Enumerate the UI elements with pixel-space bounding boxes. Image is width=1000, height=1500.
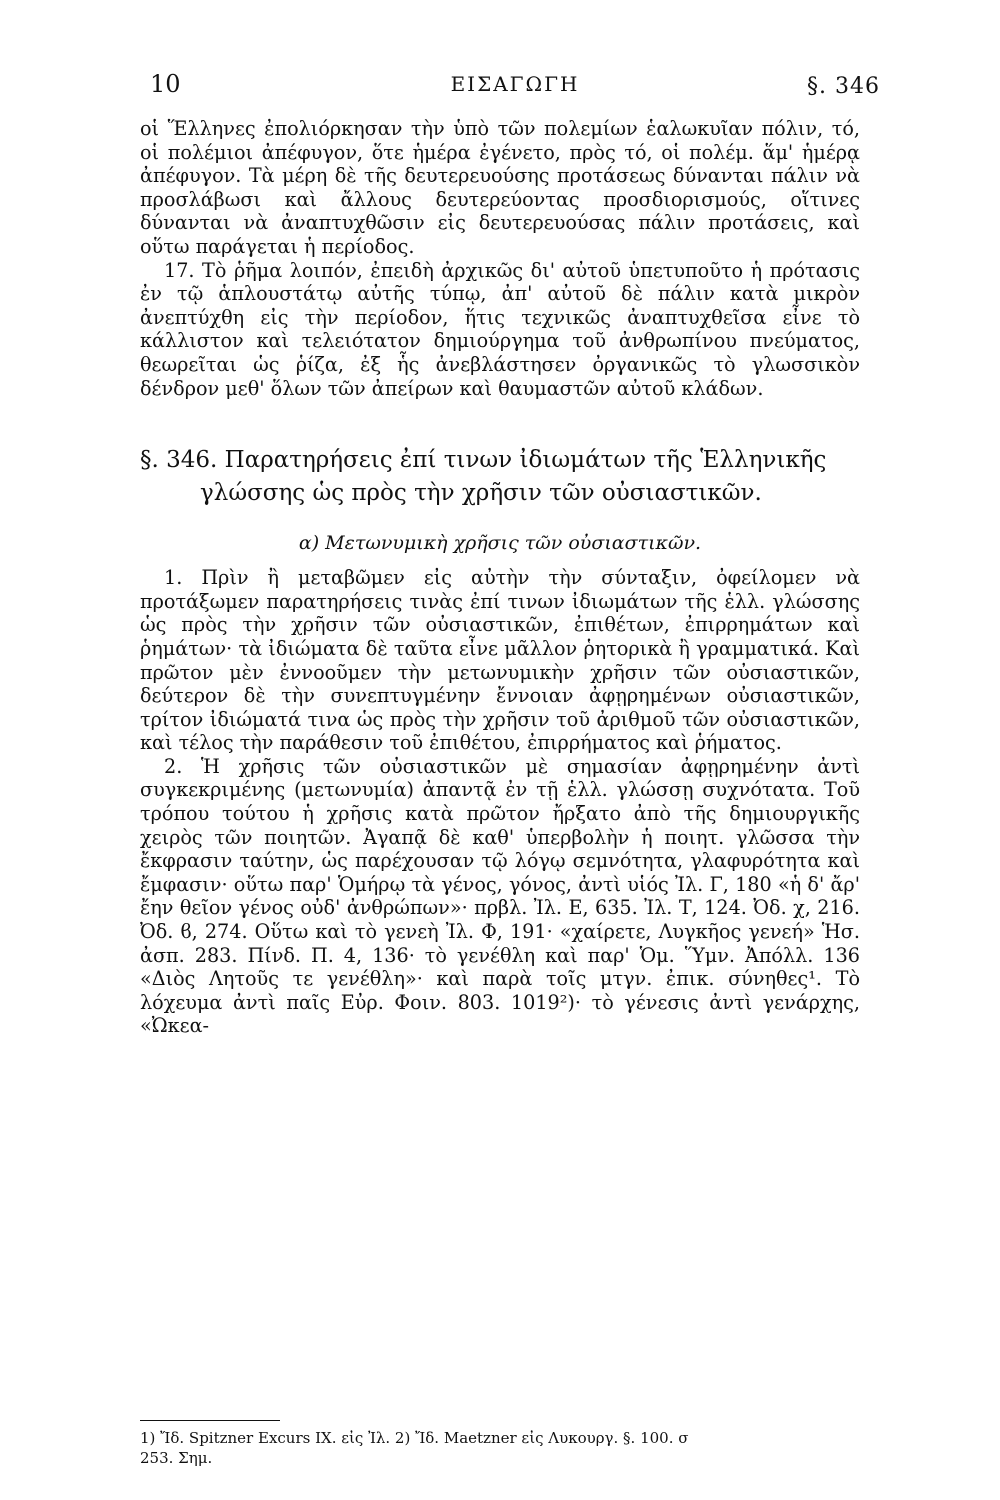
intro-paragraph: οἱ Ἕλληνες ἐπολιόρκησαν τὴν ὑπὸ τῶν πολεμίων ἑαλωκυῖαν πόλιν, τό, οἱ πολέμιοι ἀπέφυγον, ὅτε ἡμέρα ἐγένετο, πρὸς τό, οἱ πολέμ. ἅμ' ἡμέρᾳ ἀπέφυγον. Τὰ μέρη δὲ τῆς δευτερευούσης προτάσεως δύνανται πάλιν νὰ προσλάβωσι καὶ ἄλλους δευτερεύοντας προσδιορισμούς, οἵτινες δύνανται νὰ ἀναπτυχθῶσιν εἰς δευτερευούσας πάλιν προτάσεις, καὶ οὕτω παράγεται ἡ περίοδος. — [140, 117, 860, 258]
paragraph-1: 1. Πρὶν ἢ μεταβῶμεν εἰς αὐτὴν τὴν σύνταξιν, ὀφείλομεν νὰ προτάξωμεν παρατηρήσεις τινὰς ἐπί τινων ἰδιωμάτων τῆς ἑλλ. γλώσσης ὡς πρὸς τὴν χρῆσιν τῶν οὐσιαστικῶν, ἐπιθέτων, ἐπιρρημάτων καὶ ῥημάτων· τὰ ἰδιώματα δὲ ταῦτα εἶνε μᾶλλον ῥητορικὰ ἢ γραμματικά. Καὶ πρῶτον μὲν ἐννοοῦμεν τὴν μετωνυμικὴν χρῆσιν τῶν οὐσιαστικῶν, δεύτερον δὲ τὴν συνεπτυγμένην ἔννοιαν ἀφῃρημένων οὐσιαστικῶν, τρίτον ἰδιώματά τινα ὡς πρὸς τὴν χρῆσιν τοῦ ἀριθμοῦ τῶν οὐσιαστικῶν, καὶ τέλος τὴν παράθεσιν τοῦ ἐπιθέτου, ἐπιρρήματος καὶ ῥήματος. — [140, 566, 860, 755]
footnote-divider — [140, 1420, 280, 1421]
running-header — [150, 70, 880, 110]
section-reference: §. 346 — [807, 74, 880, 99]
paragraph-17: 17. Τὸ ῥῆμα λοιπόν, ἐπειδὴ ἀρχικῶς δι' αὐτοῦ ὑπετυποῦτο ἡ πρότασις ἐν τῷ ἁπλουστάτῳ αὐτῆς τύπῳ, ἀπ' αὐτοῦ δὲ πάλιν κατὰ μικρὸν ἀνεπτύχθη εἰς τὴν περίοδον, ἥτις τεχνικῶς ἀναπτυχθεῖσα εἶνε τὸ κάλλιστον καὶ τελειότατον δημιούργημα τοῦ ἀνθρωπίνου πνεύματος, θεωρεῖται ὡς ῥίζα, ἐξ ἧς ἀνεβλάστησεν ὀργανικῶς τὸ γλωσσικὸν δένδρον μεθ' ὅλων τῶν ἀπείρων καὶ θαυμαστῶν αὐτοῦ κλάδων. — [140, 258, 860, 400]
footnote-line-2: 253. Σημ. — [140, 1449, 213, 1467]
footnote-line-1: 1) Ἴδ. Spitzner Excurs IX. εἰς Ἰλ. 2) Ἴδ. Maetzner εἰς Λυκουργ. §. 100. σ — [140, 1429, 689, 1447]
main-text — [140, 117, 860, 1038]
section-heading-line-1: §. 346. Παρατηρήσεις ἐπί τινων ἰδιωμάτων τῆς Ἑλληνικῆς — [140, 447, 827, 474]
page-number: 10 — [150, 70, 181, 98]
section-heading — [140, 444, 860, 510]
footnotes — [140, 1428, 860, 1468]
running-title: ΕΙΣΑΓΩΓΗ — [450, 72, 580, 96]
section-heading-line-2: γλώσσης ὡς πρὸς τὴν χρῆσιν τῶν οὐσιαστικῶν. — [200, 480, 762, 507]
paragraph-2: 2. Ἡ χρῆσις τῶν οὐσιαστικῶν μὲ σημασίαν ἀφῃρημένην ἀντὶ συγκεκριμένης (μετωνυμία) ἀπαντᾷ ἐν τῇ ἑλλ. γλώσσῃ συχνότατα. Τοῦ τρόπου τούτου ἡ χρῆσις κατὰ πρῶτον ἤρξατο ἀπὸ τῆς δημιουργικῆς χειρὸς τῶν ποιητῶν. Ἀγαπᾷ δὲ καθ' ὑπερβολὴν ἡ ποιητ. γλῶσσα τὴν ἔκφρασιν ταύτην, ὡς παρέχουσαν τῷ λόγῳ σεμνότητα, γλαφυρότητα καὶ ἔμφασιν· οὕτω παρ' Ὁμήρῳ τὰ γένος, γόνος, ἀντὶ υἱός Ἰλ. Γ, 180 «ἡ δ' ἄρ' ἔην θεῖον γένος οὐδ' ἀνθρώπων»· πρβλ. Ἰλ. Ε, 635. Ἰλ. Τ, 124. Ὀδ. χ, 216. Ὀδ. ϐ, 274. Οὕτω καὶ τὸ γενεὴ Ἰλ. Φ, 191· «χαίρετε, Λυγκῆος γενεή» Ἡσ. ἀσπ. 283. Πίνδ. Π. 4, 136· τὸ γενέθλη καὶ παρ' Ὁμ. Ὕμν. Ἀπόλλ. 136 «Διὸς Λητοῦς τε γενέθλη»· καὶ παρὰ τοῖς μτγν. ἐπικ. σύνηθες¹. Τὸ λόχευμα ἀντὶ παῖς Εὐρ. Φοιν. 803. 1019²)· τὸ γένεσις ἀντὶ γενάρχης, «Ὠκεα- — [140, 754, 860, 1038]
subsection-heading: α) Μετωνυμικὴ χρῆσις τῶν οὐσιαστικῶν. — [298, 532, 702, 555]
